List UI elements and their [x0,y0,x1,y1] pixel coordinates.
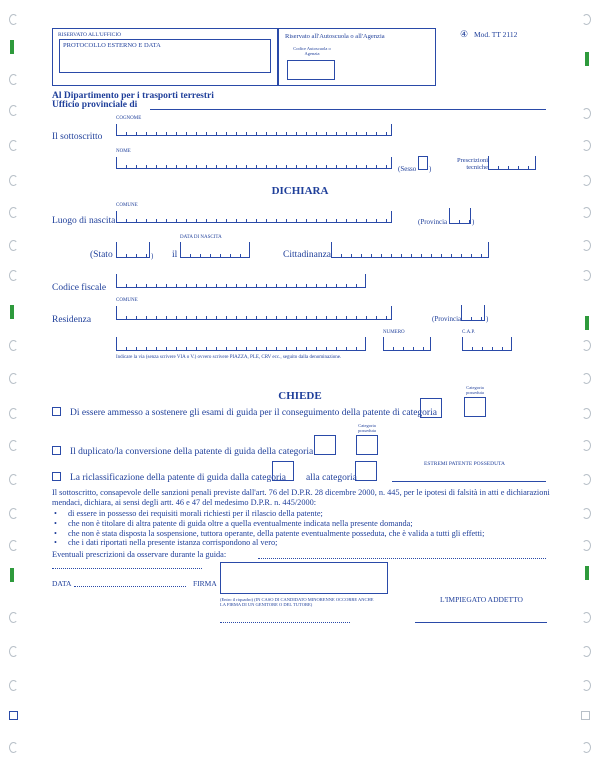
eventuali-field-2[interactable] [52,568,202,569]
corner-square-left [9,711,18,720]
option1-label: Di essere ammesso a sostenere gli esami di guida per il conseguimento della patente di categoria [70,408,437,418]
estremi-field[interactable] [392,481,546,482]
cittadinanza-input[interactable] [331,242,489,258]
stato-input[interactable] [116,242,150,258]
option1-checkbox[interactable] [52,407,61,416]
agency-reserved-label: Riservato all'Autoscuola o all'Agenzia [285,33,385,40]
eventuali-label: Eventuali prescrizioni da osservare durante la guida: [52,550,227,559]
addressee-line1: Al Dipartimento per i trasporti terrestri [52,91,214,101]
categoria-input-1[interactable] [420,398,442,418]
categoria-posseduta-label-1: Categoria posseduta [466,385,484,395]
via-input[interactable] [116,337,366,351]
option3-checkbox[interactable] [52,472,61,481]
stato-close: ) [151,252,154,260]
sesso-input[interactable] [418,156,428,170]
categoria-input-2[interactable] [314,435,336,455]
office-reserved-label: RISERVATO ALL'UFFICIO [58,32,122,38]
provincia-nascita-label: (Provincia [418,218,448,226]
categoria-posseduta-input-2[interactable] [356,435,378,455]
comune-nascita-label: COMUNE [116,203,138,208]
office-box [52,28,278,86]
alla-categoria-label: alla categoria [306,473,357,483]
numero-label: NUMERO [383,330,405,335]
declaration-item: • che i dati riportati nella presente istanza corrispondono al vero; [68,538,568,548]
firma-label: FIRMA [193,579,217,588]
il-label: il [172,250,178,260]
declaration-item: • che non è stata disposta la sospensione, tuttora operante, della patente eventualmente posseduta, che è valida a tutti gli effetti; [68,529,568,539]
provincia-residenza-close: ) [486,315,489,323]
numero-input[interactable] [383,337,431,351]
data-nascita-input[interactable] [180,242,250,258]
categoria-a-input[interactable] [355,461,377,481]
prescrizioni-label: Prescrizioni tecniche [456,157,488,171]
stato-label: (Stato [90,250,113,260]
cap-input[interactable] [462,337,512,351]
ufficio-provinciale-field[interactable] [150,109,546,110]
cognome-label: COGNOME [116,116,142,121]
mod-label: Mod. TT 2112 [474,30,518,39]
cap-label: C.A.P. [462,330,475,335]
chiede-title: CHIEDE [278,390,322,402]
mod-number: ④ [460,29,469,39]
agency-code-input[interactable] [287,60,335,80]
eventuali-field[interactable] [258,558,546,559]
prescrizioni-input[interactable] [488,156,536,170]
categoria-da-input[interactable] [272,461,294,481]
cittadinanza-label: Cittadinanza [283,250,332,260]
data-label: DATA [52,579,72,588]
declaration-list [52,509,568,548]
provincia-nascita-input[interactable] [449,208,471,224]
option2-checkbox[interactable] [52,446,61,455]
provincia-close: ) [472,218,475,226]
luogo-nascita-input[interactable] [116,211,392,223]
via-note: Indicare la via (senza scrivere VIA o V.) ovvero scrivere PIAZZA, PLE, CRV ecc., seguito dalla denominazione. [116,355,342,360]
option2-label: Il duplicato/la conversione della patente di guida della categoria [70,447,314,457]
declaration-intro: Il sottoscritto, consapevole delle sanzioni penali previste dall'art. 76 del D.P.R. 28 dicembre 2000, n. 445, per le ipotesi di falsità in atti e dichiarazioni mendaci, dichiara, ai sensi degli artt. 46 e 47 del medesimo D.P.R. n. 445/2000: [52,488,550,507]
sesso-label: (Sesso [398,165,417,173]
dichiara-title: DICHIARA [271,185,329,197]
option3-label: La riclassificazione della patente di guida dalla categoria [70,473,287,483]
sesso-close: ) [429,165,432,173]
codice-fiscale-input[interactable] [116,274,366,288]
residenza-input[interactable] [116,306,392,320]
sottoscritto-label: Il sottoscritto [52,132,103,142]
codice-fiscale-label: Codice fiscale [52,283,107,293]
firma-note: (Entro il riquadro) (IN CASO DI CANDIDATO MINORENNE OCCORRE ANCHE LA FIRMA DI UN GENITORE O DEL TUTORE) [220,597,374,607]
data-field[interactable] [74,586,186,587]
firma-second-line[interactable] [220,622,350,623]
estremi-label: ESTREMI PATENTE POSSEDUTA [424,461,505,467]
categoria-posseduta-label-2: Categoria posseduta [358,423,376,433]
corner-square-right [581,711,590,720]
nome-label: NOME [116,149,131,154]
provincia-residenza-label: (Provincia [432,315,462,323]
residenza-label: Residenza [52,315,92,325]
addressee-line2: Ufficio provinciale di [52,100,138,110]
protocol-label: PROTOCOLLO ESTERNO E DATA [63,42,161,49]
agency-code-label: Codice Autoscuola o Agenzia [293,46,331,56]
declaration-item: • che non è titolare di altra patente di guida oltre a quella eventualmente indicata nella presente domanda; [68,519,568,529]
provincia-residenza-input[interactable] [461,305,485,321]
impiegato-label: L'IMPIEGATO ADDETTO [440,595,523,604]
data-nascita-label: DATA DI NASCITA [180,235,222,240]
agency-box [278,28,436,86]
comune-residenza-label: COMUNE [116,298,138,303]
cognome-input[interactable] [116,124,392,136]
protocol-box[interactable] [59,39,271,73]
categoria-posseduta-input-1[interactable] [464,397,486,417]
declaration-item: • di essere in possesso dei requisiti morali richiesti per il rilascio della patente; [68,509,568,519]
impiegato-field[interactable] [415,622,547,623]
firma-box[interactable] [220,562,388,594]
luogo-nascita-label: Luogo di nascita [52,216,116,226]
nome-input[interactable] [116,157,392,169]
